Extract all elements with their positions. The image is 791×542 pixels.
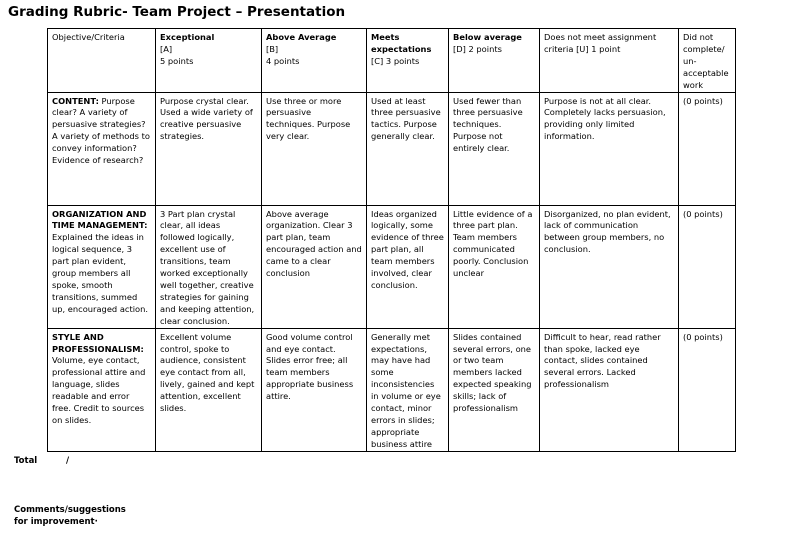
criteria-cell: ORGANIZATION AND TIME MANAGEMENT: Explained the ideas in logical sequence, 3 part plan evident, group members all spoke, smooth transitions, summed up, encouraged action.	[48, 205, 156, 328]
rubric-cell: (0 points)	[679, 328, 736, 451]
rubric-cell: Difficult to hear, read rather than spoke, lacked eye contact, slides contained several errors. Lacked professionalism	[540, 328, 679, 451]
rubric-cell: Above average organization. Clear 3 part plan, team encouraged action and came to a clear conclusion	[262, 205, 367, 328]
header-criteria: Objective/Criteria	[48, 29, 156, 93]
rubric-cell: Purpose is not at all clear. Completely lacks persuasion, providing only limited information.	[540, 92, 679, 205]
rubric-cell: Generally met expectations, may have had some inconsistencies in volume or eye contact, minor errors in slides; appropriate business attire	[367, 328, 449, 451]
header-above-average: Above Average [B] 4 points	[262, 29, 367, 93]
rubric-cell: 3 Part plan crystal clear, all ideas followed logically, excellent use of transitions, team worked exceptionally well together, creative strategies for gaining and keeping attention, clear conclusion.	[156, 205, 262, 328]
header-below-average: Below average [D] 2 points	[449, 29, 540, 93]
rubric-cell: Use three or more persuasive techniques. Purpose very clear.	[262, 92, 367, 205]
rubric-cell: Ideas organized logically, some evidence of three part plan, all team members involved, clear conclusion.	[367, 205, 449, 328]
rubric-cell: Used fewer than three persuasive techniques. Purpose not entirely clear.	[449, 92, 540, 205]
table-row	[48, 205, 736, 328]
rubric-cell: Slides contained several errors, one or two team members lacked expected speaking skills; lack of professionalism	[449, 328, 540, 451]
rubric-cell: Excellent volume control, spoke to audience, consistent eye contact from all, lively, gained and kept attention, excellent slides.	[156, 328, 262, 451]
rubric-cell: Used at least three persuasive tactics. Purpose generally clear.	[367, 92, 449, 205]
page-title: Grading Rubric- Team Project – Presentation	[8, 4, 346, 20]
total-slash: /	[66, 456, 70, 466]
table-row	[48, 92, 736, 205]
header-row	[48, 29, 736, 93]
rubric-cell: (0 points)	[679, 205, 736, 328]
rubric-cell: Little evidence of a three part plan. Team members communicated poorly. Conclusion unclear	[449, 205, 540, 328]
table-row	[48, 328, 736, 451]
comments-label: Comments/suggestions for improvement·	[14, 505, 126, 527]
rubric-cell: Purpose crystal clear. Used a wide variety of creative persuasive strategies.	[156, 92, 262, 205]
header-does-not-meet: Does not meet assignment criteria [U] 1 point	[540, 29, 679, 93]
criteria-cell: STYLE AND PROFESSIONALISM: Volume, eye contact, professional attire and language, slides readable and error free. Credit to sources on slides.	[48, 328, 156, 451]
rubric-cell: Disorganized, no plan evident, lack of communication between group members, no conclusion.	[540, 205, 679, 328]
rubric-cell: Good volume control and eye contact. Slides error free; all team members appropriate business attire.	[262, 328, 367, 451]
header-meets-expectations: Meets expectations [C] 3 points	[367, 29, 449, 93]
rubric-table	[47, 28, 736, 452]
rubric-cell: (0 points)	[679, 92, 736, 205]
total-label: Total	[14, 456, 38, 466]
header-exceptional: Exceptional [A] 5 points	[156, 29, 262, 93]
header-did-not-complete: Did not complete/ un-acceptable work	[679, 29, 736, 93]
criteria-cell: CONTENT: Purpose clear? A variety of persuasive strategies? A variety of methods to convey information? Evidence of research?	[48, 92, 156, 205]
